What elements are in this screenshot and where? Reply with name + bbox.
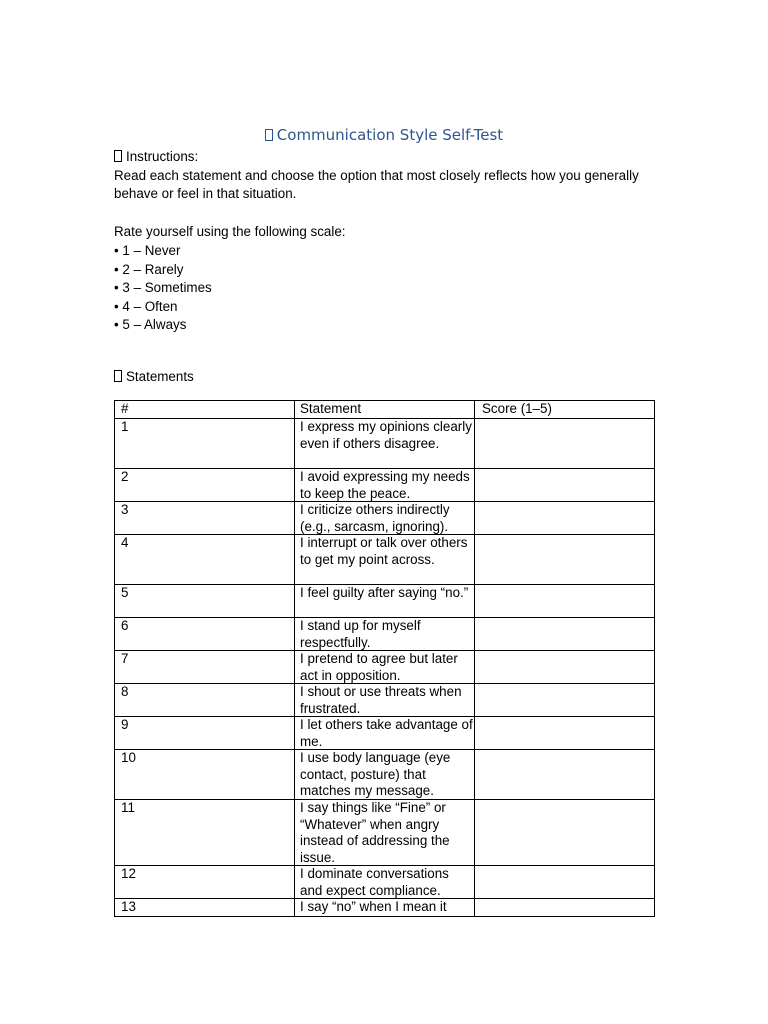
table-row <box>115 800 654 866</box>
row-number: 1 <box>121 419 129 434</box>
page-title-text: Communication Style Self-Test <box>276 126 504 144</box>
table-row <box>115 419 654 469</box>
instructions-heading <box>114 148 674 167</box>
scale-item: • 4 – Often <box>114 298 178 314</box>
scale-item: • 2 – Rarely <box>114 261 184 277</box>
table-row <box>115 585 654 618</box>
row-number: 6 <box>121 618 129 633</box>
table-row <box>115 502 654 535</box>
table-row <box>115 717 654 750</box>
scale-list <box>114 242 674 335</box>
row-number: 3 <box>121 502 129 517</box>
row-number: 10 <box>121 750 136 765</box>
row-number: 12 <box>121 866 136 881</box>
scale-item: • 5 – Always <box>114 317 187 333</box>
row-statement: I say things like “Fine” or “Whatever” when angry instead of addressing the issue. <box>300 800 450 865</box>
row-statement: I feel guilty after saying “no.” <box>300 585 469 600</box>
missing-glyph-icon <box>114 370 122 382</box>
row-statement: I interrupt or talk over others to get my point across. <box>300 535 468 567</box>
row-number: 7 <box>121 651 129 666</box>
table-row <box>115 866 654 899</box>
row-statement: I use body language (eye contact, posture) that matches my message. <box>300 750 451 799</box>
row-number: 9 <box>121 717 129 732</box>
table-header-row <box>115 401 654 419</box>
instructions-section <box>114 148 674 204</box>
missing-glyph-icon <box>265 129 273 141</box>
page-title <box>0 125 768 145</box>
row-statement: I avoid expressing my needs to keep the peace. <box>300 469 470 501</box>
table-row <box>115 469 654 502</box>
row-number: 4 <box>121 535 129 550</box>
row-statement: I criticize others indirectly (e.g., sarcasm, ignoring). <box>300 502 450 534</box>
table-row <box>115 535 654 585</box>
table-row <box>115 684 654 717</box>
instructions-label: Instructions: <box>126 149 199 164</box>
row-number: 8 <box>121 684 129 699</box>
missing-glyph-icon <box>114 150 122 162</box>
scale-item: • 1 – Never <box>114 243 181 258</box>
column-header-statement: Statement <box>300 401 362 416</box>
table-row <box>115 618 654 651</box>
row-number: 2 <box>121 469 129 484</box>
table-row <box>115 899 654 916</box>
instructions-text: Read each statement and choose the option that most closely reflects how you generally behave or feel in that situation. <box>114 167 639 202</box>
column-header-score: Score (1–5) <box>482 401 552 416</box>
row-number: 13 <box>121 899 136 914</box>
column-header-number: # <box>121 401 129 416</box>
statements-table <box>114 400 655 917</box>
row-statement: I pretend to agree but later act in opposition. <box>300 651 458 683</box>
row-statement: I say “no” when I mean it <box>300 899 447 914</box>
row-statement: I express my opinions clearly even if others disagree. <box>300 419 472 451</box>
statements-heading <box>114 368 674 387</box>
table-row <box>115 651 654 684</box>
row-statement: I dominate conversations and expect compliance. <box>300 866 449 898</box>
row-statement: I let others take advantage of me. <box>300 717 473 749</box>
row-statement: I stand up for myself respectfully. <box>300 618 421 650</box>
statements-label: Statements <box>126 369 194 384</box>
scale-intro: Rate yourself using the following scale: <box>114 224 346 239</box>
row-number: 5 <box>121 585 129 600</box>
table-row <box>115 750 654 800</box>
row-number: 11 <box>121 800 135 815</box>
scale-item: • 3 – Sometimes <box>114 280 212 296</box>
row-statement: I shout or use threats when frustrated. <box>300 684 462 716</box>
